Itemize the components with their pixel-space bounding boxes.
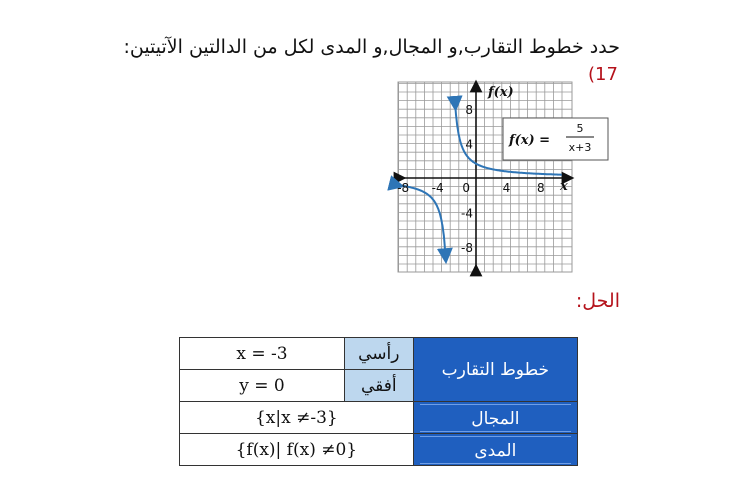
x-tick-label: 8 [536, 181, 545, 195]
asymptotes-header [413, 338, 577, 402]
range-label: المدى [420, 436, 571, 464]
solution-table [179, 337, 578, 466]
range-value: {f(x)| f(x) ≠0} [180, 434, 414, 466]
solution-label: الحل: [575, 290, 620, 312]
vertical-label: رأسي [344, 338, 413, 370]
formula-lhs: f(x) = [509, 133, 551, 148]
question-number: (17 [588, 64, 618, 85]
x-axis-label: x [560, 179, 568, 194]
y-axis-label: f(x) [488, 85, 514, 100]
range-header [413, 434, 577, 466]
function-graph [396, 80, 592, 274]
x-tick-label: 4 [502, 181, 511, 195]
x-tick-label: -4 [431, 181, 444, 195]
formula-denominator: x+3 [568, 141, 592, 154]
formula-numerator: 5 [576, 122, 584, 135]
y-tick-label: 8 [465, 103, 473, 118]
graph-svg [396, 80, 592, 274]
horizontal-label: أفقي [344, 370, 413, 402]
y-tick-label: 4 [465, 137, 473, 152]
y-tick-label: -8 [461, 240, 473, 255]
asymptotes-header-text: خطوط التقارب [441, 359, 550, 380]
x-tick-label: 0 [462, 181, 470, 195]
grid-lines [398, 82, 572, 272]
x-tick-label: -8 [397, 181, 410, 195]
domain-label: المجال [420, 404, 571, 432]
y-tick-label: -4 [461, 206, 473, 221]
domain-value: {x|x ≠-3} [180, 402, 414, 434]
horizontal-asymptote-value: y = 0 [180, 370, 345, 402]
question-text: حدد خطوط التقارب,و المجال,و المدى لكل من الدالتين الآتيتين: [123, 36, 620, 58]
formula-box [503, 118, 608, 160]
domain-header [413, 402, 577, 434]
vertical-asymptote-value: x = -3 [180, 338, 345, 370]
